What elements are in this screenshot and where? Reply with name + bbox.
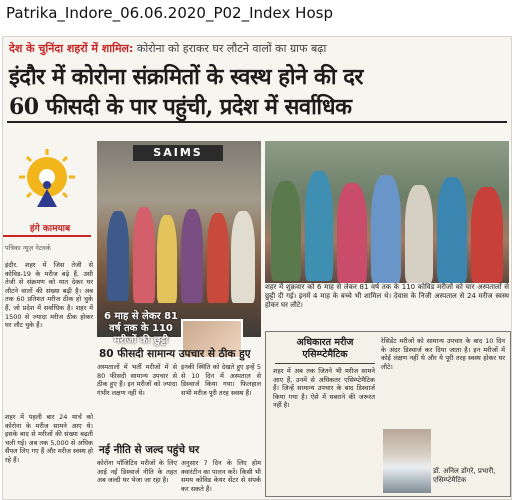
headline-line2: 60 फीसदी के पार पहुंची, प्रदेश में सर्वाधिक <box>9 94 352 120</box>
article-column-1a: इंदौर. शहर में जिस तेजी से कोविड-19 के मरीज बढ़े हैं, उसी तेजी से संक्रमण को मात देकर घर लौटने वालों की संख्या बढ़ी है। अब तक 60 प्रतिशत मरीज ठीक हो चुके हैं, जो प्रदेश में सर्वाधिक है। शहर में 1500 से ज्यादा मरीज ठीक होकर घर लौट चुके हैं। <box>5 261 93 330</box>
photo-caption: शहर में शुक्रवार को 6 माह से लेकर 81 वर्ष तक के 110 कोविड मरीजों को चार अस्पतालों से छुट्टी दी गई। इनमें 4 माह के बच्चे भी शामिल थे। देवास के निजी अस्पताल से 24 मरीज स्वस्थ होकर घर लौटे। <box>265 283 509 309</box>
newspaper-page <box>2 36 512 500</box>
kicker-red: देश के चुनिंदा शहरों में शामिल: <box>9 42 134 55</box>
article-column-3a: कोरोना पॉजिटिव मरीजों के लिए आई नई डिस्चार्ज नीति के तहत अब जल्दी घर भेजा जा रहा है। <box>97 459 177 485</box>
logo-text: हंगे कामयाब <box>29 224 71 234</box>
hospital-photo <box>97 141 261 337</box>
sidebar-box-rule <box>275 363 375 364</box>
recovered-patients-photo <box>265 141 509 283</box>
hospital-sign: SAIMS <box>133 145 223 161</box>
article-column-3b: अनुसार 7 दिन के लिए होम क्वारंटीन का पालन करें। किसी भी समय कोविड केयर सेंटर से संपर्क कर सकते हैं। <box>181 459 261 493</box>
doctor-photo <box>383 429 431 493</box>
subheading-1: 80 फीसदी सामान्य उपचार से ठीक हुए <box>99 348 251 360</box>
article-column-2b: इनकी स्थिति को देखते हुए इन्हें 5 से 10 दिन में अस्पताल से डिस्चार्ज किया गया। फिलहाल सभी मरीज पूरी तरह स्वस्थ हैं। <box>181 363 261 397</box>
article-column-2a: अस्पतालों में भर्ती मरीजों में से 80 फीसदी सामान्य उपचार से ठीक हुए हैं। इन मरीजों को ज्यादा गंभीर लक्षण नहीं थे। <box>97 363 177 397</box>
page-caption: Patrika_Indore_06.06.2020_P02_Index Hosp <box>6 4 333 22</box>
divider <box>7 121 507 123</box>
byline: पत्रिका न्यूज़ नेटवर्क <box>5 244 51 252</box>
sidebar-column-b: रेसिडेंट मरीजों को सामान्य उपचार के बाद 10 दिन के अंदर डिस्चार्ज कर दिया जाता है। इन मरीजों में कोई लक्षण नहीं थे और ये पूरी तरह स्वस्थ होकर घर लौटे। <box>381 337 505 371</box>
subheading-2: नई नीति से जल्द पहुंचे घर <box>99 444 200 456</box>
sidebar-column-a: शहर में अब तक जितने भी मरीज सामने आए हैं, उनमें से अधिकतर एसिम्प्टेमैटिक हैं। जिन्हें सामान्य उपचार के बाद डिस्चार्ज किया गया है। ऐसे में घबराने की जरूरत नहीं है। <box>273 367 375 410</box>
kicker <box>9 41 503 56</box>
red-bar <box>3 235 91 237</box>
headline-line1: इंदौर में कोरोना संक्रमितों के स्वस्थ होने की दर <box>9 64 363 90</box>
doctor-caption: डॉ. अनिल डोंगरे, प्रभारी, एसिम्प्टेमैटिक <box>433 467 496 484</box>
virus-logo-icon <box>7 141 85 225</box>
article-column-1b: शहर में पहली बार 24 मार्च को कोरोना के मरीज सामने आए थे। इसके बाद से मरीजों की संख्या बढ़ती चली गई। अब तक 5,000 से अधिक सैंपल लिए गए हैं और मरीज स्वस्थ हो रहे हैं। <box>5 413 93 464</box>
kicker-rest: कोरोना को हराकर घर लौटने वालों का ग्राफ बढ़ा <box>136 42 327 55</box>
sidebar-box-title: अधिकारत मरीज एसिम्प्टेमैटिक <box>296 337 354 360</box>
photo-caption-overlay: 6 माह से लेकर 81 वर्ष तक के 110 मरीजों की छुट्टी <box>104 311 178 346</box>
